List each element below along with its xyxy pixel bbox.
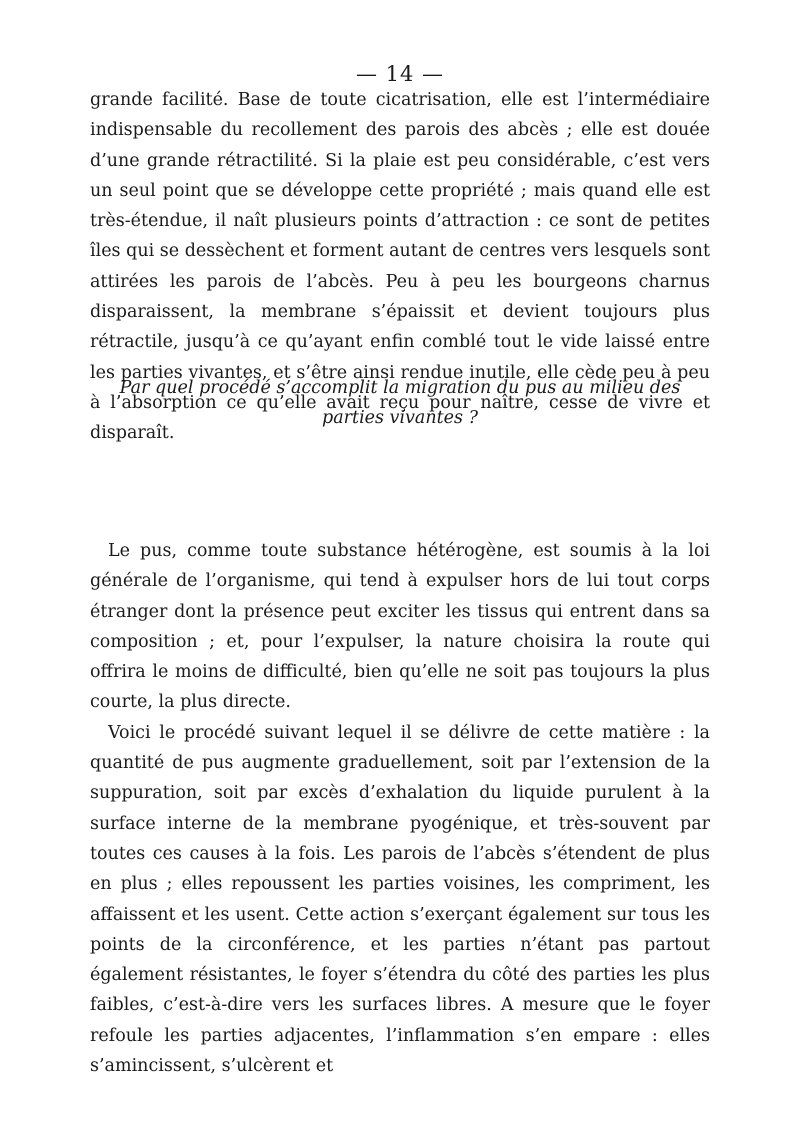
section-question-heading: Par quel procédé s’accomplit la migration du pus au milieu des parties vivantes ?: [119, 378, 681, 428]
paragraph: Voici le procédé suivant lequel il se délivre de cette matière : la quantité de pus augmente graduellement, soit par l’extension de la suppuration, soit par excès d’exhalation du liquide purulent à la surface interne de la membrane pyogénique, et très-souvent par toutes ces causes à la fois. Les parois de l’abcès s’étendent de plus en plus ; elles repoussent les parties voisines, les compriment, les affaissent et les usent. Cette action s’exerçant également sur tous les points de la circonférence, et les parties n’étant pas partout également résistantes, le foyer s’étendra du côté des parties les plus faibles, c’est-à-dire vers les surfaces libres. A mesure que le foyer refoule les parties adjacentes, l’inflammation s’en empare : elles s’amincissent, s’ulcèrent et: [90, 722, 710, 1077]
body-section-bottom: [90, 536, 710, 1081]
page-number: — 14 —: [355, 62, 445, 86]
paragraph: Le pus, comme toute substance hétérogène, est soumis à la loi générale de l’organisme, qui tend à expulser hors de lui tout corps étranger dont la présence peut exciter les tissus qui entrent dans sa composition ; et, pour l’expulser, la nature choisira la route qui offrira le moins de difficulté, bien qu’elle ne soit pas toujours la plus courte, la plus directe.: [90, 541, 710, 713]
paragraph: grande facilité. Base de toute cicatrisation, elle est l’intermédiaire indispensable du recollement des parois des abcès ; elle est douée d’une grande rétractilité. Si la plaie est peu considérable, c’est vers un seul point que se développe cette propriété ; mais quand elle est très-étendue, il naît plusieurs points d’attraction : ce sont de petites îles qui se dessèchent et forment autant de centres vers lesquels sont attirées les parois de l’abcès. Peu à peu les bourgeons charnus disparaissent, la membrane s’épaissit et devient toujours plus rétractile, jusqu’à ce qu’ayant enfin comblé tout le vide laissé entre les parties vivantes, et s’être ainsi rendue inutile, elle cède peu à peu à l’absorption ce qu’elle avait reçu pour naître, cesse de vivre et disparaît.: [90, 90, 710, 444]
